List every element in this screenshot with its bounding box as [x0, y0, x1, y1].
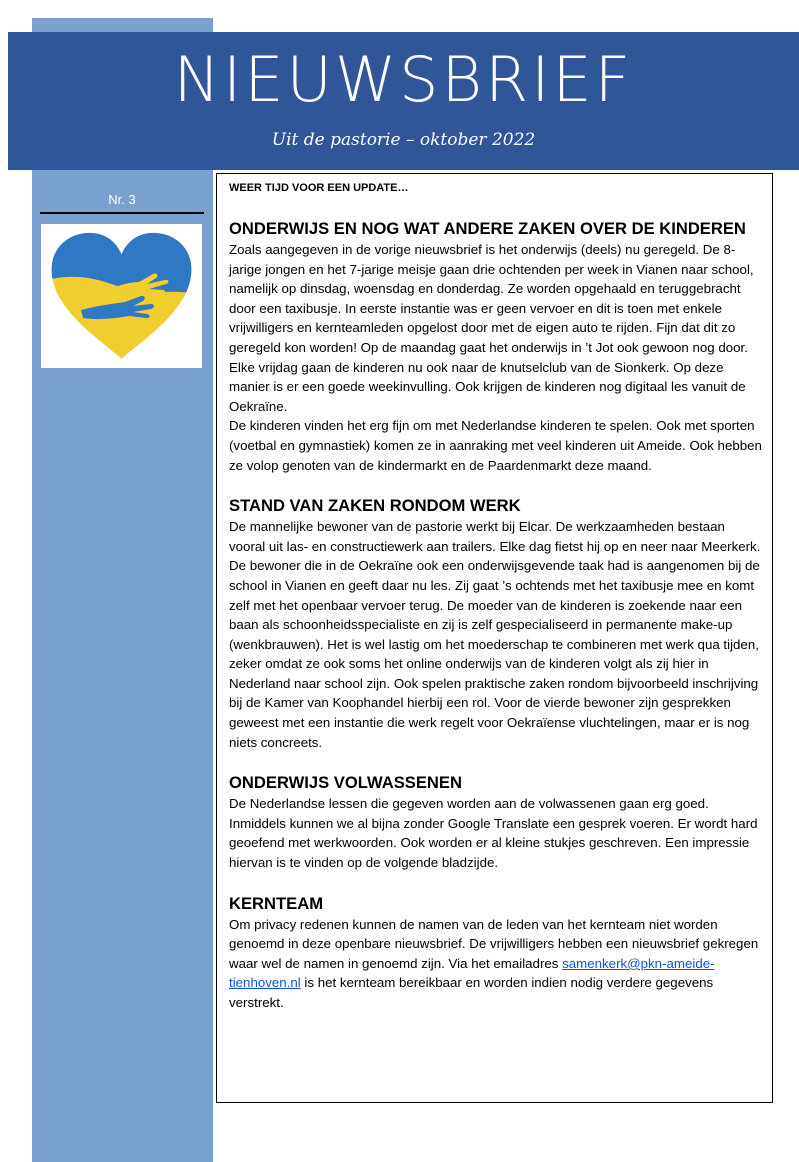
section-heading: ONDERWIJS VOLWASSENEN	[229, 773, 462, 793]
update-kicker: WEER TIJD VOOR EEN UPDATE…	[229, 182, 409, 194]
section-paragraph: Zoals aangegeven in de vorige nieuwsbrief is het onderwijs (deels) nu geregeld. De 8-jarige jongen en het 7-jarige meisje gaan drie ochtenden per week in Vianen naar school, namelijk op dinsdag, woensdag en donderdag. Ze worden opgehaald en teruggebracht door een taxibusje. In eerste instantie was er geen vervoer en dit is toen met enkele vrijwilligers en kernteamleden opgelost door met de eigen auto te rijden. Fijn dat dit zo geregeld kon worden! Op de maandag gaat het onderwijs in ’t Jot ook gewoon nog door. Elke vrijdag gaan de kinderen nu ook naar de knutselclub van de Sionkerk. Op deze manier is er een goede weekinvulling. Ook krijgen de kinderen nog digitaal les vanuit de Oekraïne.	[229, 242, 754, 414]
section-werk	[229, 495, 764, 752]
kernteam-text-before: Om privacy redenen kunnen de namen van de leden van het kernteam niet worden genoemd in deze openbare nieuwsbrief. De vrijwilligers hebben een nieuwsbrief gekregen waar wel de namen in genoemd zijn. Via het emailadres	[229, 916, 759, 971]
newsletter-title: NIEUWSBRIEF	[173, 43, 634, 116]
issue-number: Nr. 3	[108, 192, 136, 207]
sidebar-column	[32, 18, 213, 1162]
section-paragraph: De mannelijke bewoner van de pastorie werkt bij Elcar. De werkzaamheden bestaan vooral uit las- en constructiewerk aan trailers. Elke dag fietst hij op en neer naar Meerkerk. De bewoner die in de Oekraïne ook een onderwijsgevende taak had is aangenomen bij de school in Vianen en geeft daar nu les. Zij gaat ’s ochtends met het taxibusje mee en komt zelf met het openbaar vervoer terug. De moeder van de kinderen is zoekende naar een baan als schoonheidsspecialiste en zij is zelf gespecialiseerd in permanente make-up (wenkbrauwen). Het is wel lastig om het moederschap te combineren met werk qua tijden, zeker omdat ze ook soms het online onderwijs van de kinderen volgt als zij hier in Nederland naar school zijn. Ook spelen praktische zaken rondom bijvoorbeeld inschrijving bij de Kamer van Koophandel hierbij een rol. Voor de vierde bewoner zijn gesprekken geweest met een instantie die werk regelt voor Oekraïense vluchtelingen, maar er is nog niets concreets.	[229, 519, 761, 750]
section-paragraph: De kinderen vinden het erg fijn om met Nederlandse kinderen te spelen. Ook met sporten (voetbal en gymnastiek) komen ze in aanraking met veel kinderen uit Ameide. Ook hebben ze volop genoten van de kindermarkt en de Paardenmarkt deze maand.	[229, 418, 762, 473]
email-link[interactable]: samenkerk@pkn-ameide-tienhoven.nl	[229, 955, 715, 991]
section-paragraph: De Nederlandse lessen die gegeven worden aan de volwassenen gaan erg goed. Inmiddels kunnen we al bijna zonder Google Translate een gesprek voeren. Er wordt hard geoefend met werkwoorden. Ook worden er al kleine stukjes geschreven. Een impressie hiervan is te vinden op de volgende bladzijde.	[229, 796, 758, 871]
issue-divider	[40, 212, 204, 214]
newsletter-subtitle: Uit de pastorie – oktober 2022	[271, 130, 536, 150]
article-frame	[216, 173, 773, 1103]
section-onderwijs-volwassenen	[229, 772, 764, 872]
section-heading: ONDERWIJS EN NOG WAT ANDERE ZAKEN OVER DE KINDEREN	[229, 219, 746, 238]
section-heading: KERNTEAM	[229, 893, 324, 913]
section-kernteam	[229, 893, 764, 1013]
logo-container	[41, 224, 202, 368]
section-paragraph	[229, 915, 764, 1013]
kernteam-text-after: is het kernteam bereikbaar en worden indien nodig verdere gegevens verstrekt.	[229, 975, 714, 1010]
section-onderwijs-kinderen	[229, 218, 764, 475]
section-heading: STAND VAN ZAKEN RONDOM WERK	[229, 496, 521, 516]
header-banner	[8, 32, 799, 170]
ukraine-heart-hands-icon	[41, 224, 202, 368]
